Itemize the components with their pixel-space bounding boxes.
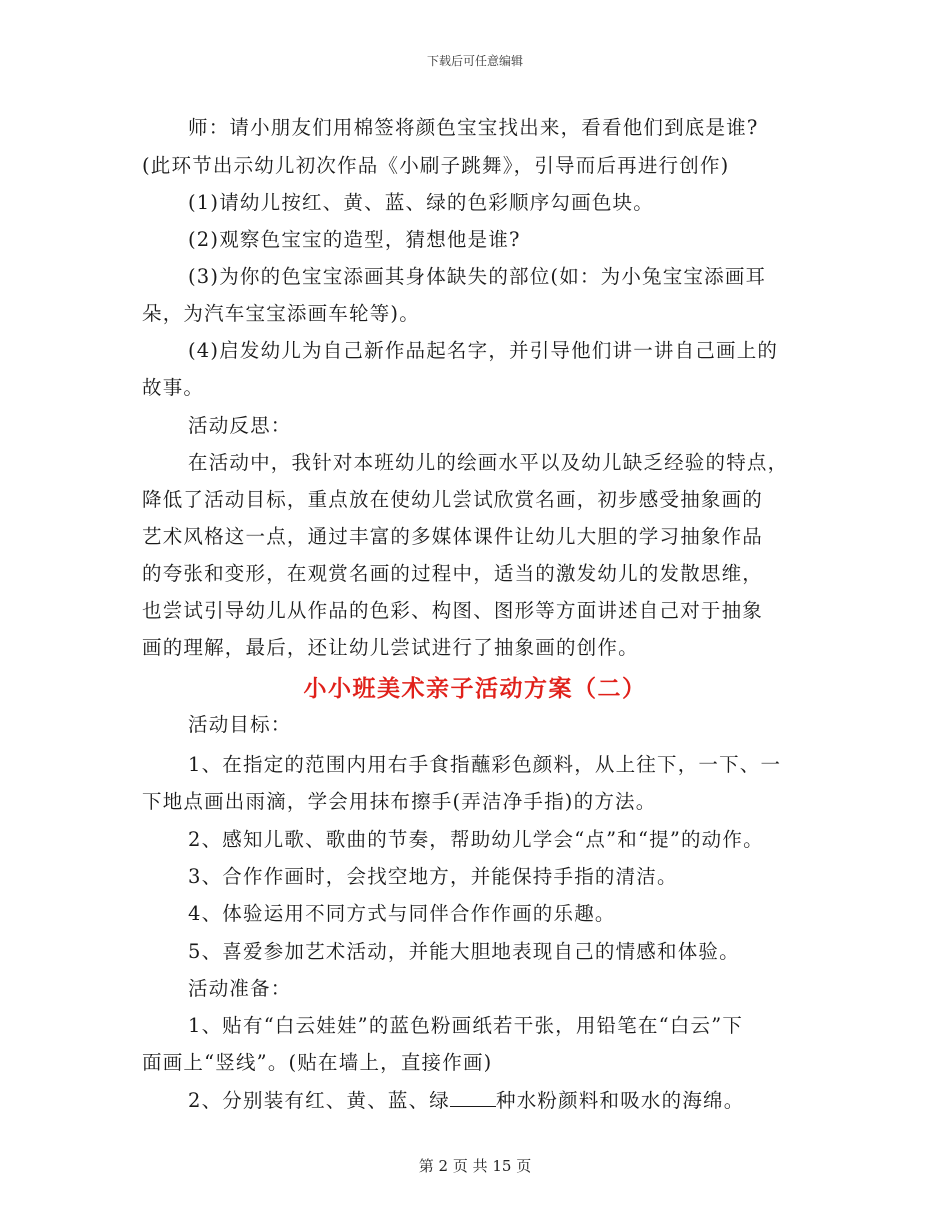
text-line: 降低了活动目标，重点放在使幼儿尝试欣赏名画，初步感受抽象画的 — [142, 488, 764, 511]
section-title: 小小班美术亲子活动方案（二） — [303, 676, 647, 702]
text-line: 下地点画出雨滴，学会用抹布擦手(弄洁净手指)的方法。 — [142, 790, 657, 813]
text-fragment: 2、分别装有红、黄、蓝、绿 — [188, 1089, 451, 1112]
text-line: 也尝试引导幼儿从作品的色彩、构图、图形等方面讲述自己对于抽象 — [142, 599, 764, 622]
text-line: 5、喜爱参加艺术活动，并能大胆地表现自己的情感和体验。 — [188, 940, 740, 963]
text-line: 的夸张和变形，在观赏名画的过程中，适当的激发幼儿的发散思维， — [142, 562, 764, 585]
text-line: 1、在指定的范围内用右手食指蘸彩色颜料，从上往下，一下、一 — [188, 753, 782, 776]
text-line: 4、体验运用不同方式与同伴合作作画的乐趣。 — [188, 902, 616, 925]
text-line: 1、贴有“白云娃娃”的蓝色粉画纸若干张，用铅笔在“白云”下 — [188, 1014, 744, 1037]
text-line: (4)启发幼儿为自己新作品起名字，并引导他们讲一讲自己画上的 — [188, 339, 779, 362]
text-line: 师：请小朋友们用棉签将颜色宝宝找出来，看看他们到底是谁? — [188, 116, 759, 139]
text-line: 画的理解，最后，还让幼儿尝试进行了抽象画的创作。 — [142, 636, 639, 659]
subheading-preparation: 活动准备： — [188, 977, 292, 1000]
text-line: (此环节出示幼儿初次作品《小刷子跳舞》，引导而后再进行创作) — [142, 154, 730, 177]
header-note: 下载后可任意编辑 — [426, 54, 523, 68]
text-fragment: 种水粉颜料和吸水的海绵。 — [496, 1089, 745, 1112]
text-line: 朵，为汽车宝宝添画车轮等)。 — [142, 302, 420, 325]
text-line: 3、合作作画时，会找空地方，并能保持手指的清洁。 — [188, 865, 678, 888]
text-line: (3)为你的色宝宝添画其身体缺失的部位(如：为小兔宝宝添画耳 — [188, 265, 767, 288]
text-line: 2、感知儿歌、歌曲的节奏，帮助幼儿学会“点”和“提”的动作。 — [188, 828, 764, 851]
text-line — [188, 1087, 744, 1115]
page-footer: 第 2 页 共 15 页 — [418, 1157, 532, 1175]
text-line: 艺术风格这一点，通过丰富的多媒体课件让幼儿大胆的学习抽象作品 — [142, 525, 764, 548]
subheading-reflection: 活动反思： — [188, 414, 292, 437]
text-line: 在活动中，我针对本班幼儿的绘画水平以及幼儿缺乏经验的特点， — [188, 451, 789, 474]
text-line: 故事。 — [142, 376, 205, 399]
text-line: (1)请幼儿按红、黄、蓝、绿的色彩顺序勾画色块。 — [188, 191, 654, 214]
text-line: 面画上“竖线”。(贴在墙上，直接作画) — [142, 1051, 493, 1074]
text-line: (2)观察色宝宝的造型，猜想他是谁? — [188, 228, 521, 251]
fill-blank — [450, 1088, 496, 1107]
subheading-goals: 活动目标： — [188, 713, 292, 736]
